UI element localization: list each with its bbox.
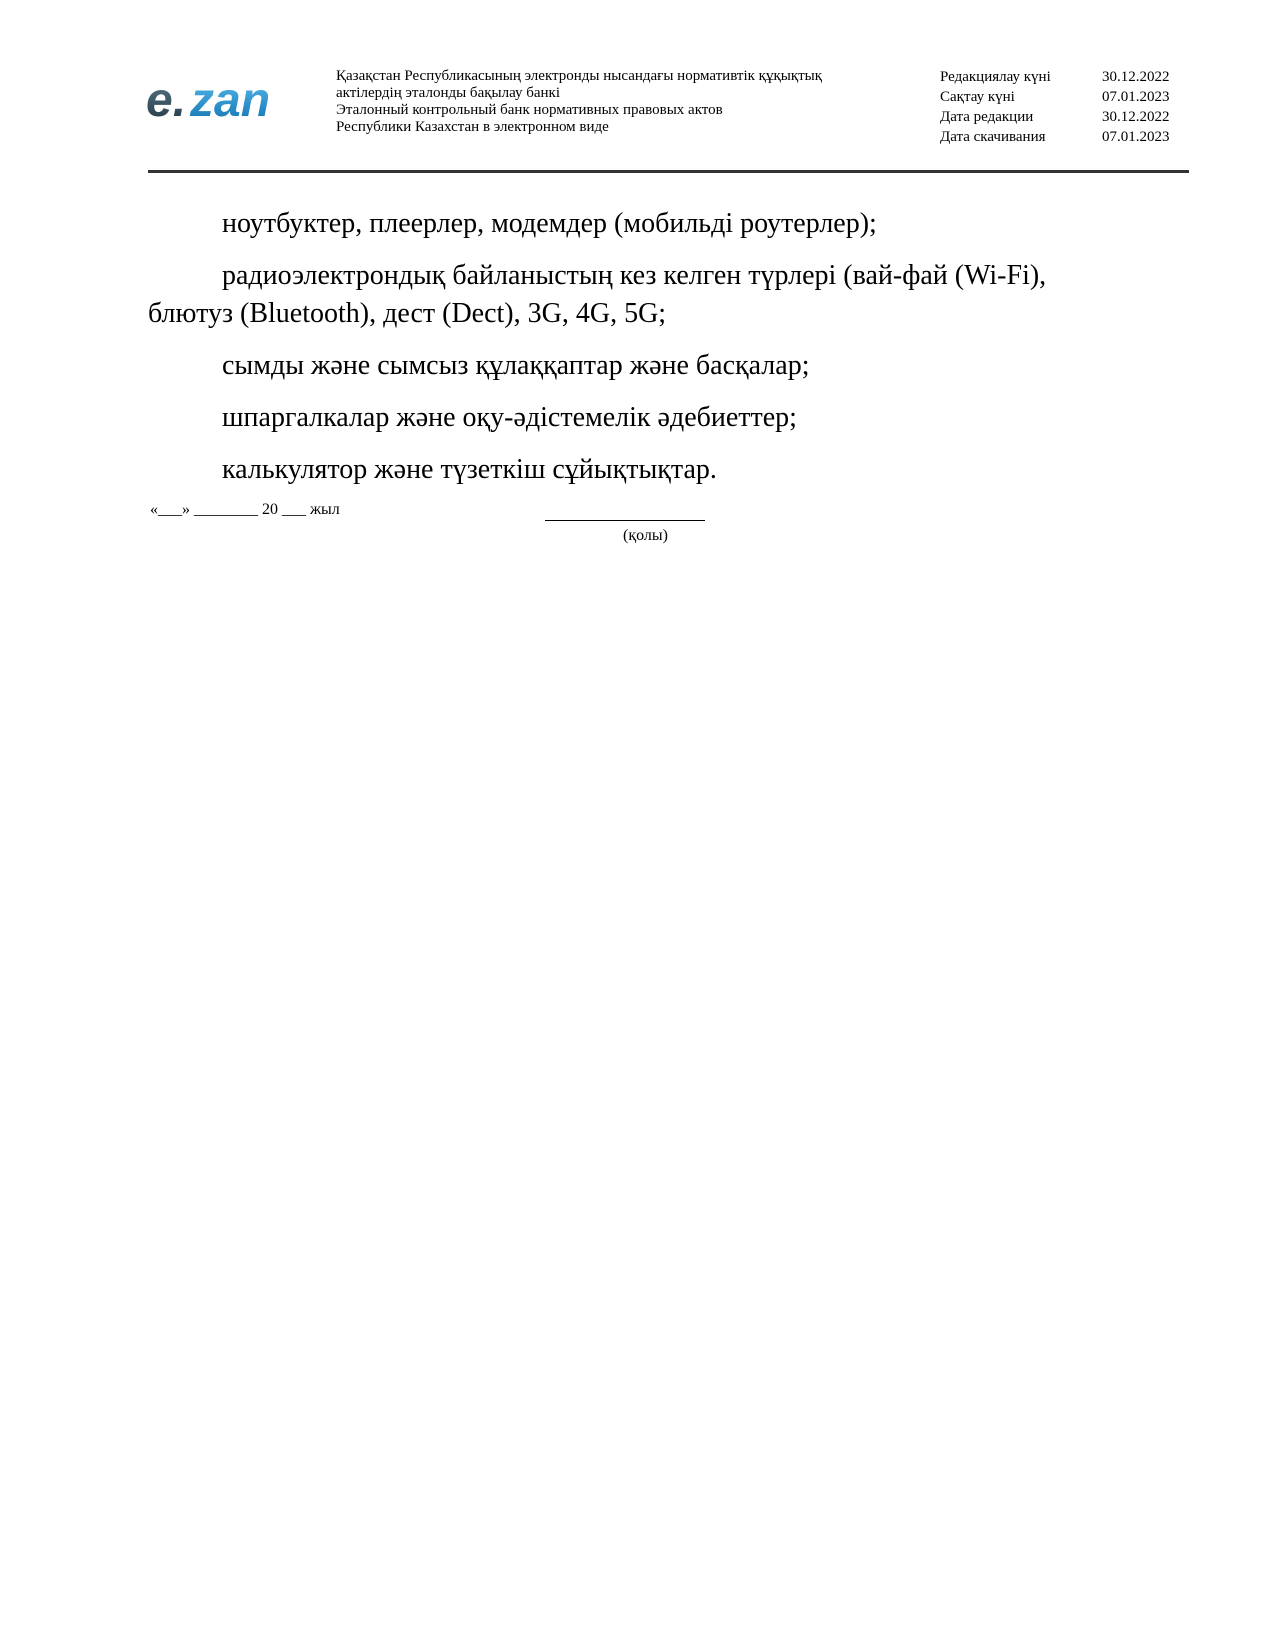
document-body — [148, 205, 1098, 503]
meta-label: Сақтау күні — [940, 89, 1015, 105]
meta-row — [940, 107, 1192, 127]
body-paragraph: ноутбуктер, плеерлер, модемдер (мобильді роутерлер); — [222, 208, 877, 239]
meta-label: Редакциялау күні — [940, 69, 1051, 85]
meta-row — [940, 67, 1192, 87]
meta-row — [940, 87, 1192, 107]
ezan-logo — [146, 70, 296, 130]
body-paragraph: шпаргалкалар және оқу-әдістемелік әдебиеттер; — [222, 402, 797, 433]
meta-label: Дата скачивания — [940, 129, 1046, 145]
header-divider — [148, 170, 1189, 173]
meta-label: Дата редакции — [940, 109, 1034, 125]
body-paragraph: калькулятор және түзеткіш сұйықтықтар. — [222, 454, 717, 485]
meta-value: 07.01.2023 — [1102, 129, 1170, 145]
svg-text:e.: e. — [146, 74, 187, 127]
signature-caption: (қолы) — [623, 527, 668, 544]
header-title-line: Республики Казахстан в электронном виде — [336, 119, 609, 135]
svg-text:zan: zan — [190, 74, 271, 127]
meta-row — [940, 127, 1192, 147]
body-paragraph: сымды және сымсыз құлаққаптар және басқалар; — [222, 350, 810, 381]
meta-value: 07.01.2023 — [1102, 89, 1170, 105]
header-title — [336, 68, 896, 136]
header-title-line: актілердің эталонды бақылау банкі — [336, 85, 560, 101]
body-paragraph: радиоэлектрондық байланыстың кез келген түрлері (вай-фай (Wi-Fi), блютуз (Bluetooth), дест (Dect), 3G, 4G, 5G; — [148, 260, 1047, 329]
meta-value: 30.12.2022 — [1102, 69, 1170, 85]
signature-line — [545, 506, 705, 521]
meta-value: 30.12.2022 — [1102, 109, 1170, 125]
date-line: «___» ________ 20 ___ жыл — [150, 501, 340, 518]
header-title-line: Эталонный контрольный банк нормативных правовых актов — [336, 102, 723, 118]
header-title-line: Қазақстан Республикасының электронды нысандағы нормативтік құқықтық — [336, 68, 823, 84]
header-meta — [940, 67, 1192, 147]
